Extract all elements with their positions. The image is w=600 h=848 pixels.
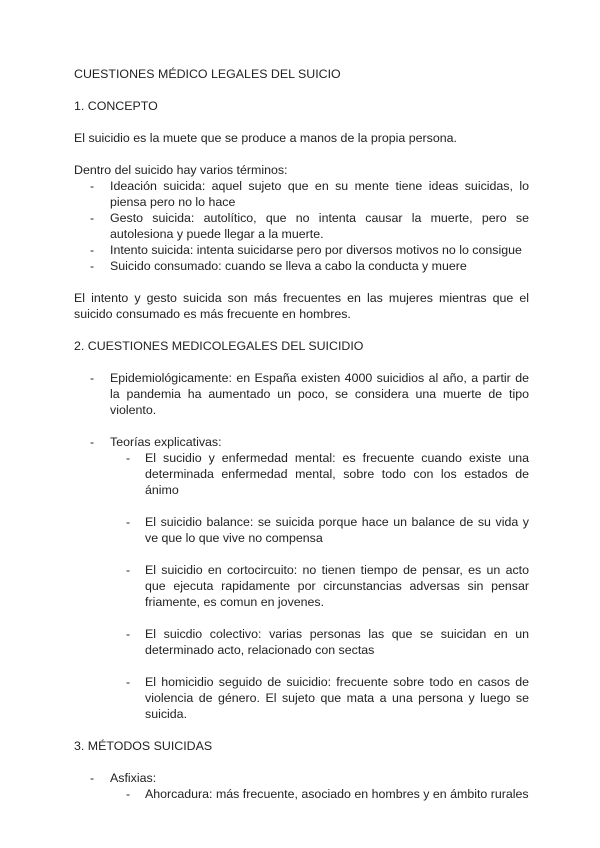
section-heading-metodos: 3. MÉTODOS SUICIDAS xyxy=(74,739,213,753)
section-heading-cuestiones: 2. CUESTIONES MEDICOLEGALES DEL SUICIDIO xyxy=(74,339,364,353)
list-item-theory-colectivo: - El suicdio colectivo: varias personas las que se suicidan en un determinado acto, relacionado con sectas xyxy=(74,626,529,658)
cuestiones-list xyxy=(74,370,529,418)
theories-list xyxy=(74,434,529,450)
list-item-consumado: - Suicido consumado: cuando se lleva a cabo la conducta y muere xyxy=(74,258,529,274)
theories-sublist-3 xyxy=(74,562,529,610)
list-item-teorias-label: - Teorías explicativas: xyxy=(74,434,529,450)
methods-list xyxy=(74,770,529,786)
list-item-asfixias: - Asfixias: xyxy=(74,770,529,786)
theories-sublist-4 xyxy=(74,626,529,658)
list-item-intento: - Intento suicida: intenta suicidarse pero por diversos motivos no lo consigue xyxy=(74,242,529,258)
theories-sublist-5 xyxy=(74,674,529,722)
list-item-theory-cortocircuito: - El suicidio en cortocircuito: no tienen tiempo de pensar, es un acto que ejecuta rapidamente por circunstancias adversas sin pensar friamente, es comun en jovenes. xyxy=(74,562,529,610)
list-item-ideacion: - Ideación suicida: aquel sujeto que en su mente tiene ideas suicidas, lo piensa pero no lo hace xyxy=(74,178,529,210)
document-title: CUESTIONES MÉDICO LEGALES DEL SUICIO xyxy=(74,67,341,81)
list-item-theory-homicidio: - El homicidio seguido de suicidio: frecuente sobre todo en casos de violencia de género. El sujeto que mata a una persona y luego se suicida. xyxy=(74,674,529,722)
list-item-gesto: - Gesto suicida: autolítico, que no intenta causar la muerte, pero se autolesiona y puede llegar a la muerte. xyxy=(74,210,529,242)
theories-sublist xyxy=(74,450,529,498)
section-heading-concepto: 1. CONCEPTO xyxy=(74,99,158,113)
paragraph-terms-intro: Dentro del suicido hay varios términos: xyxy=(74,163,288,177)
asphyxia-sublist xyxy=(74,786,529,802)
document-page xyxy=(74,66,529,802)
paragraph-gender-note: El intento y gesto suicida son más frecuentes en las mujeres mientras que el suicido consumado es más frecuente en hombres. xyxy=(74,291,529,321)
list-item-ahorcadura: - Ahorcadura: más frecuente, asociado en hombres y en ámbito rurales xyxy=(74,786,529,802)
theories-sublist-2 xyxy=(74,514,529,546)
list-item-theory-balance: - El suicidio balance: se suicida porque hace un balance de su vida y ve que lo que vive no compensa xyxy=(74,514,529,546)
paragraph-definition: El suicidio es la muete que se produce a manos de la propia persona. xyxy=(74,131,457,145)
list-item-epidemiologia: - Epidemiológicamente: en España existen 4000 suicidios al año, a partir de la pandemia ha aumentado un poco, se considera una muerte de tipo violento. xyxy=(74,370,529,418)
terms-list xyxy=(74,178,529,274)
list-item-theory-mental: - El sucidio y enfermedad mental: es frecuente cuando existe una determinada enfermedad mental, sobre todo con los estados de ánimo xyxy=(74,450,529,498)
